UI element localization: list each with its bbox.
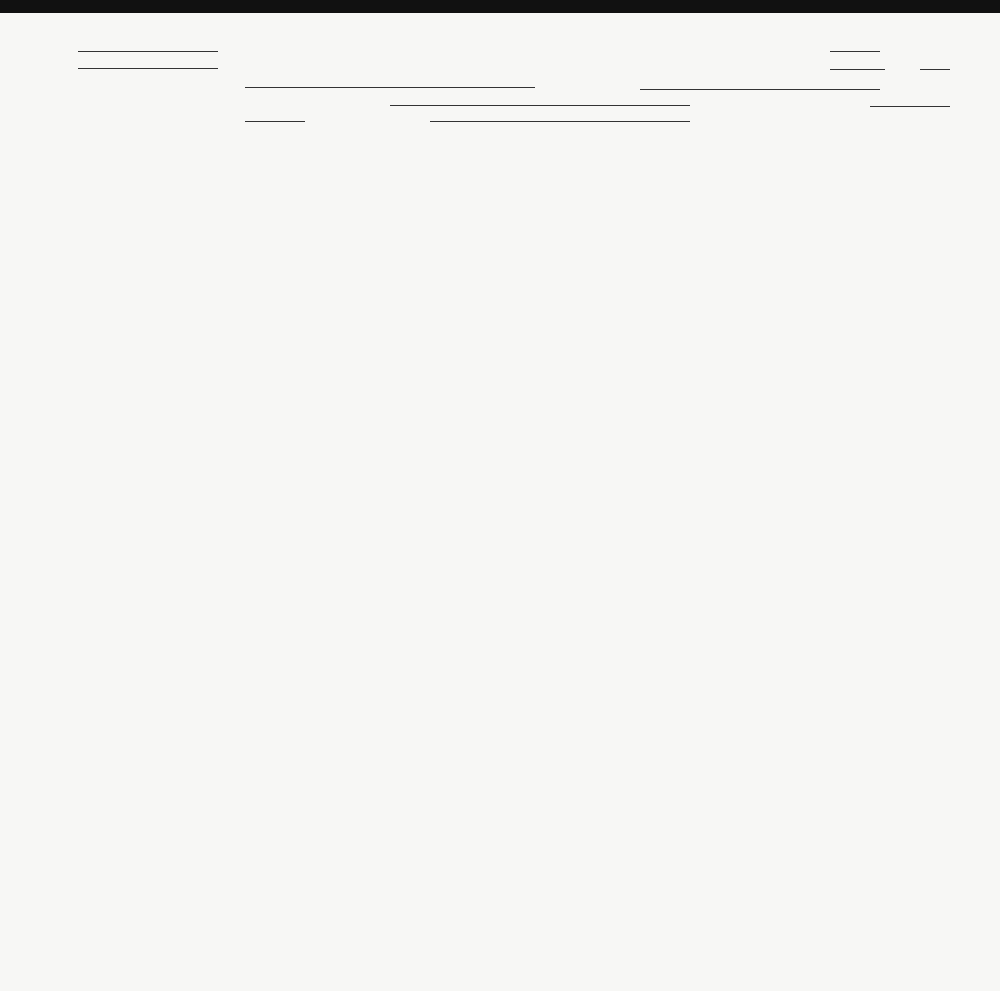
census-grid (0, 13, 1000, 991)
census-sheet (0, 13, 1000, 991)
source-bar (0, 0, 1000, 13)
